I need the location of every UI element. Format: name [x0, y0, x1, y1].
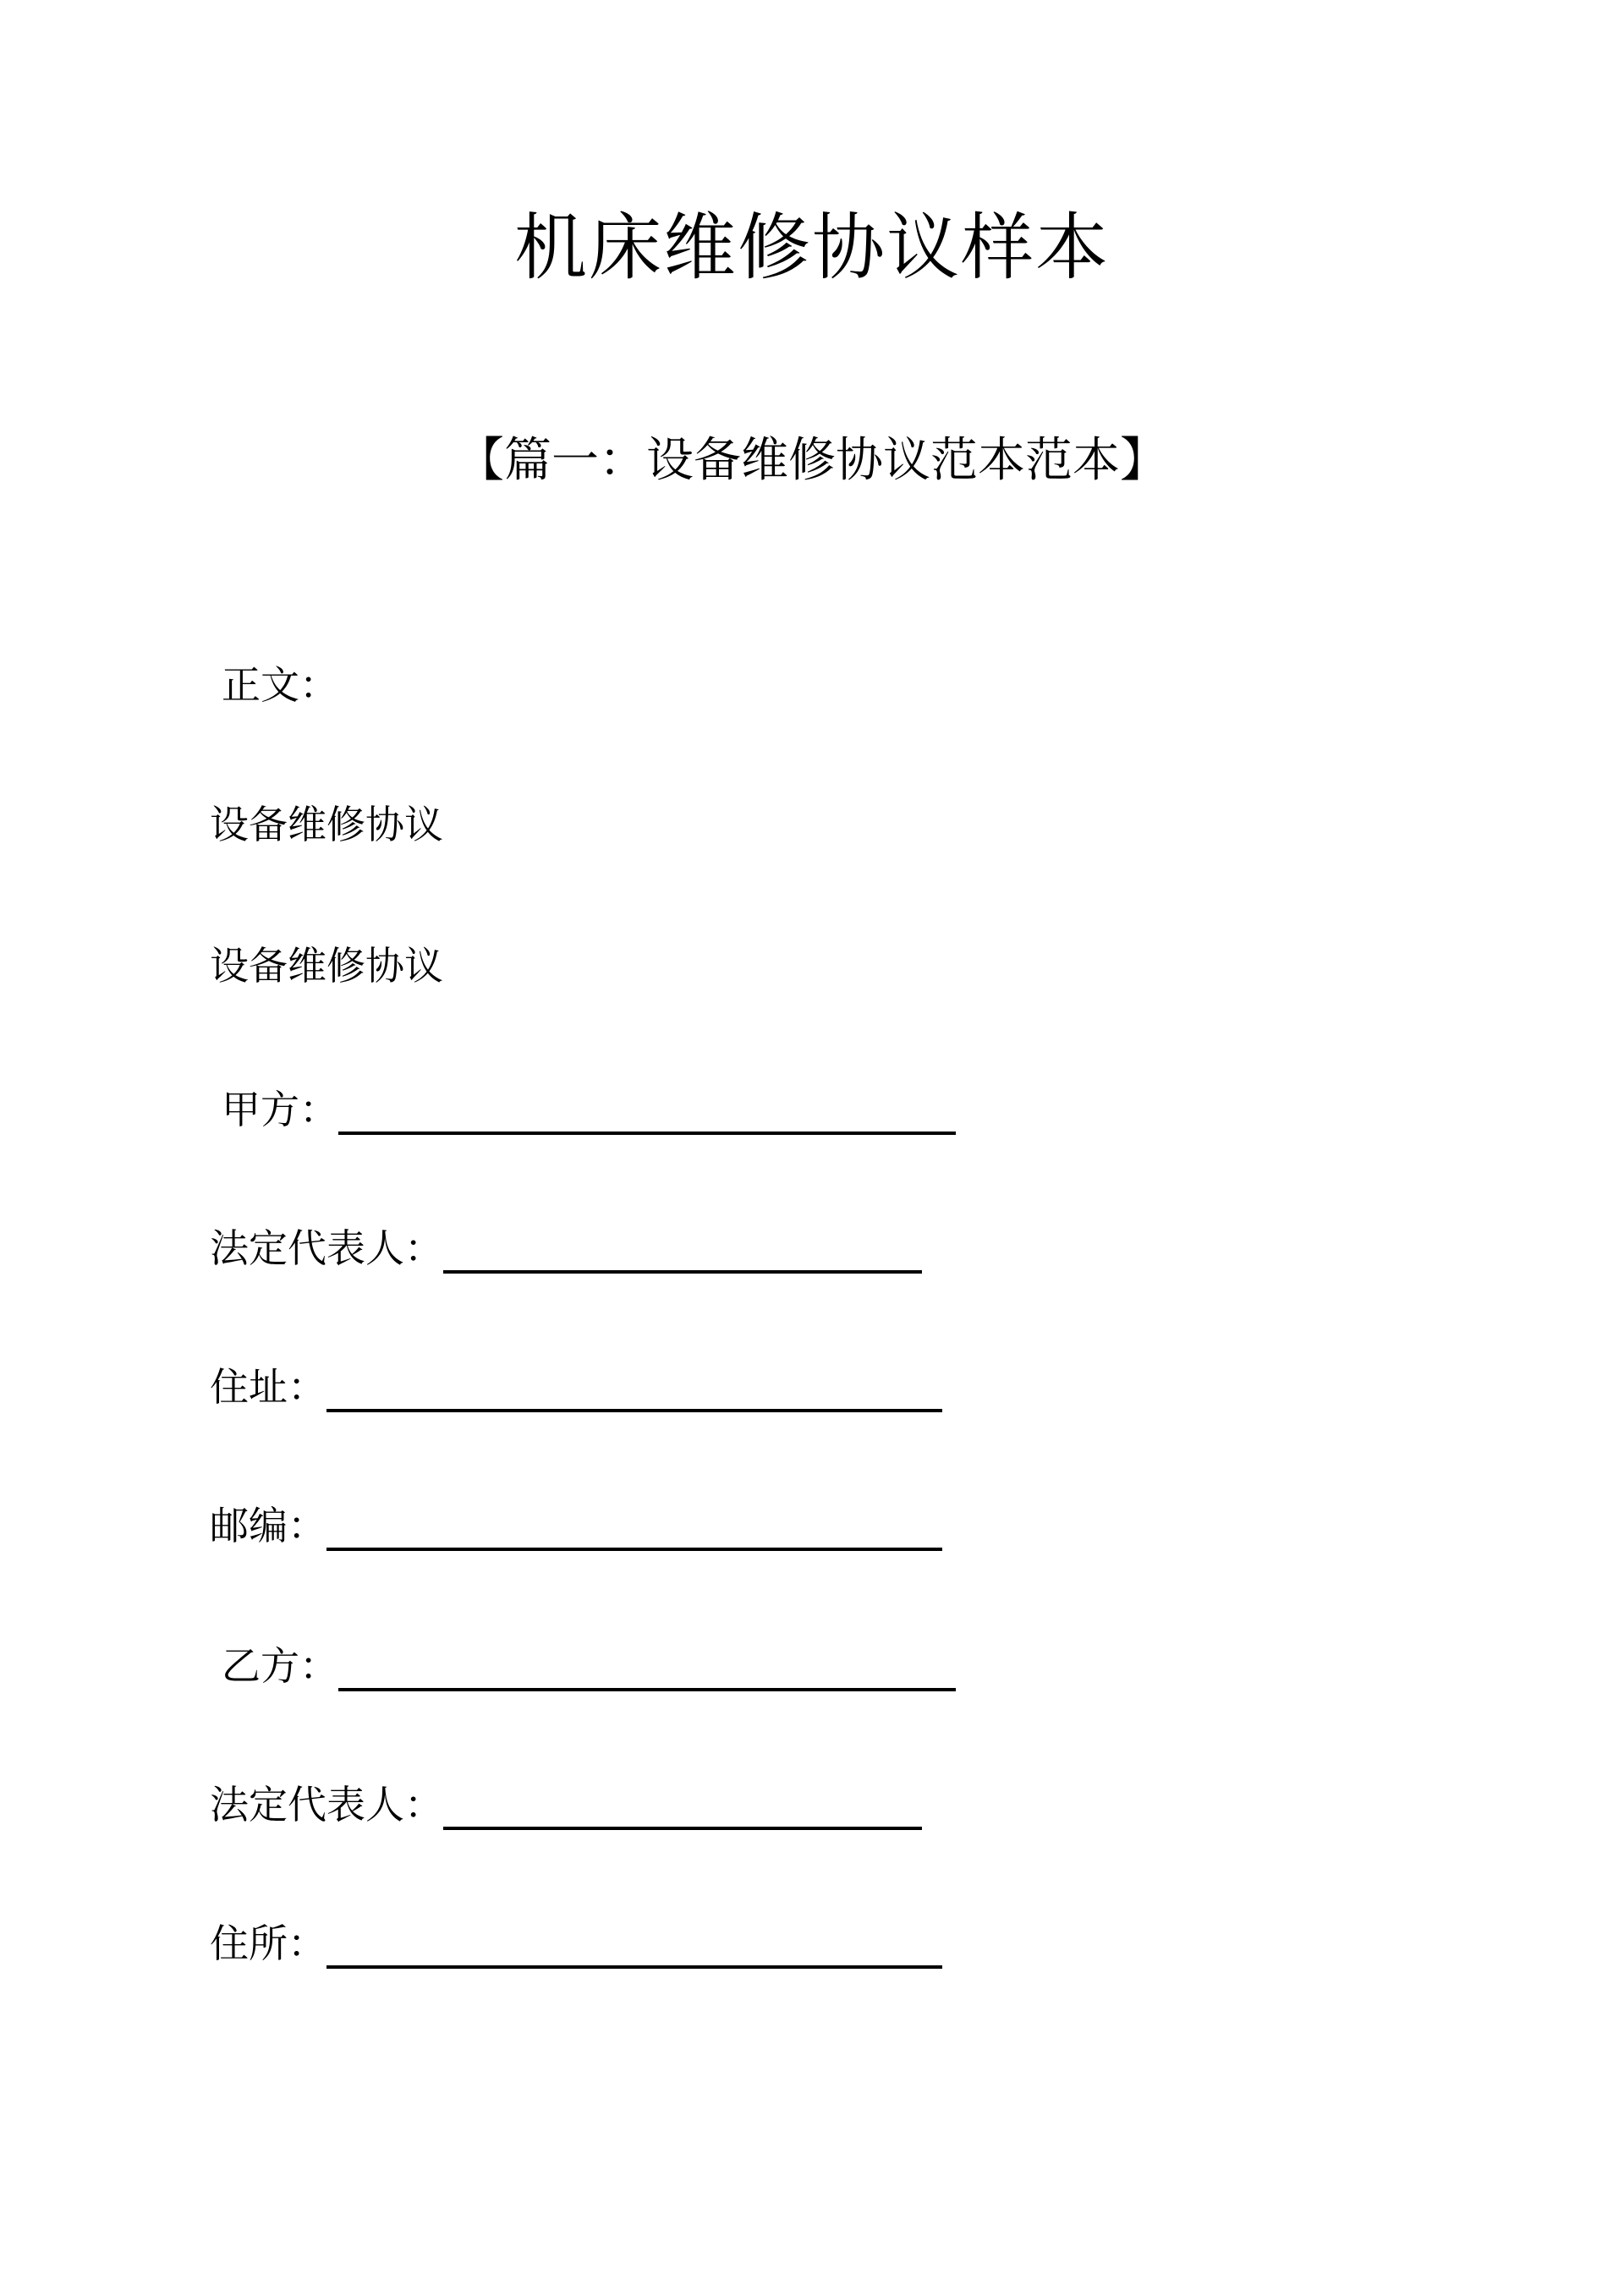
- agreement-heading-1: 设备维修协议: [210, 802, 443, 847]
- document-title: 机床维修协议样本: [514, 205, 1110, 290]
- party-a-field: [222, 1084, 956, 1135]
- party-a-postcode-blank[interactable]: [326, 1505, 942, 1551]
- party-a-address-field: [210, 1362, 942, 1412]
- agreement-heading-2: 设备维修协议: [210, 943, 443, 989]
- party-a-postcode-field: [210, 1500, 942, 1551]
- party-a-legal-rep-field: [210, 1223, 922, 1274]
- party-b-field: [222, 1641, 956, 1691]
- party-a-legal-rep-blank[interactable]: [443, 1228, 922, 1274]
- party-b-residence-blank[interactable]: [326, 1923, 942, 1969]
- party-a-legal-rep-label: 法定代表人：: [210, 1225, 443, 1271]
- party-b-legal-rep-blank[interactable]: [443, 1784, 922, 1830]
- party-b-blank[interactable]: [338, 1646, 956, 1691]
- party-a-address-blank[interactable]: [326, 1367, 942, 1412]
- party-b-legal-rep-field: [210, 1779, 922, 1830]
- party-b-residence-field: [210, 1918, 942, 1969]
- party-a-address-label: 住址：: [210, 1364, 326, 1410]
- party-b-label: 乙方：: [222, 1643, 338, 1689]
- party-a-label: 甲方：: [222, 1087, 338, 1132]
- body-label: 正文：: [222, 662, 338, 708]
- party-a-blank[interactable]: [338, 1089, 956, 1135]
- party-b-legal-rep-label: 法定代表人：: [210, 1782, 443, 1827]
- section-heading: 【篇一：设备维修协议范本范本】: [457, 433, 1167, 488]
- party-a-postcode-label: 邮编：: [210, 1503, 326, 1548]
- party-b-residence-label: 住所：: [210, 1921, 326, 1966]
